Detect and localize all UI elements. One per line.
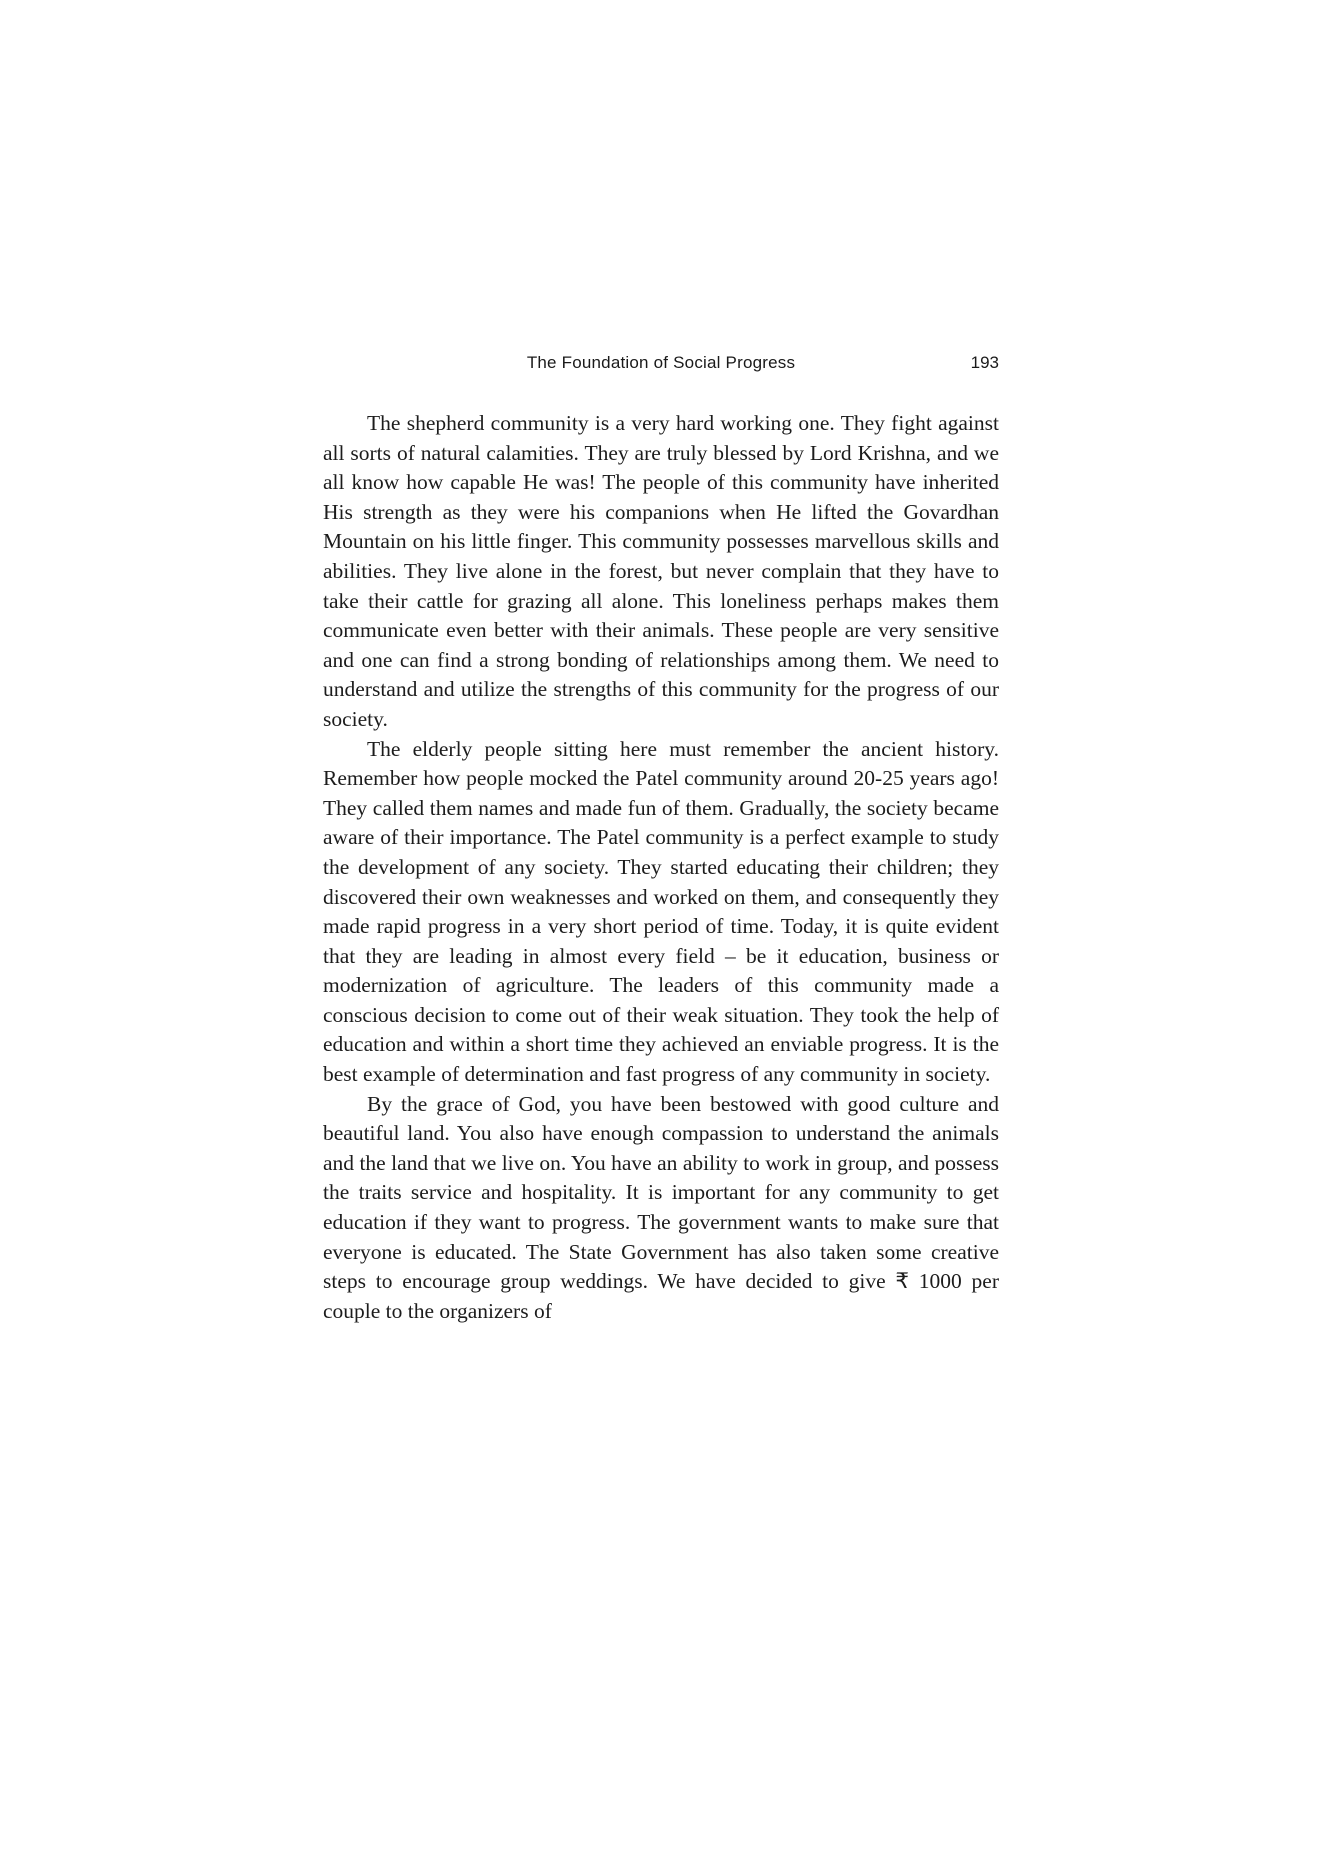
paragraph-shepherd-community: The shepherd community is a very hard working one. They fight against all sorts of natural calamities. They are truly blessed by Lord Krishna, and we all know how capable He was! The people of this community have inherited His strength as they were his companions when He lifted the Govardhan Mountain on his little finger. This community possesses marvellous skills and abilities. They live alone in the forest, but never complain that they have to take their cattle for grazing all alone. This loneliness perhaps makes them communicate even better with their animals. These people are very sensitive and one can find a strong bonding of relationships among them. We need to understand and utilize the strengths of this community for the progress of our society. [323, 411, 999, 731]
running-head-title: The Foundation of Social Progress [526, 353, 796, 372]
paragraph-grace-of-god: By the grace of God, you have been bestowed with good culture and beautiful land. You also have enough compassion to understand the animals and the land that we live on. You have an ability to work in group, and possess the traits service and hospitality. It is important for any community to get education if they want to progress. The government wants to make sure that everyone is educated. The State Government has also taken some creative steps to encourage group weddings. We have decided to give ₹ 1000 per couple to the organizers of [323, 1091, 999, 1323]
paragraph-patel-community: The elderly people sitting here must remember the ancient history. Remember how people mocked the Patel community around 20-25 years ago! They called them names and made fun of them. Gradually, the society became aware of their importance. The Patel community is a perfect example to study the development of any society. They started educating their children; they discovered their own weaknesses and worked on them, and consequently they made rapid progress in a very short period of time. Today, it is quite evident that they are leading in almost every field – be it education, business or modernization of agriculture. The leaders of this community made a conscious decision to come out of their weak situation. They took the help of education and within a short time they achieved an enviable progress. It is the best example of determination and fast progress of any community in society. [323, 736, 999, 1087]
page-number: 193 [970, 353, 999, 372]
page-body-text [323, 409, 999, 1326]
page-header [323, 352, 999, 374]
